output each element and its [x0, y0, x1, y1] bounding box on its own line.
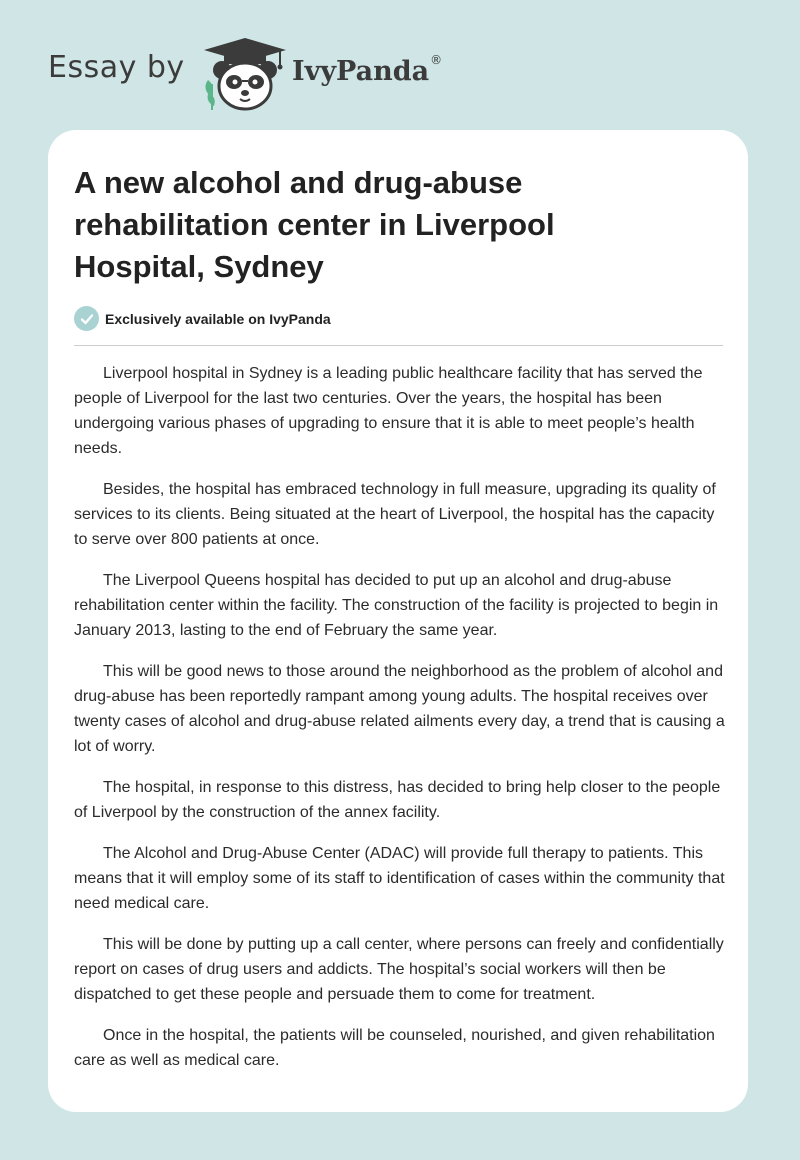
- essay-by-label: Essay by: [48, 50, 185, 85]
- essay-card: [48, 130, 748, 1112]
- page-title: A new alcohol and drug-abuse rehabilitation center in Liverpool Hospital, Sydney: [74, 165, 555, 284]
- paragraph: Besides, the hospital has embraced technology in full measure, upgrading its quality of services to its clients. Being situated at the heart of Liverpool, the hospital has the capacity to serve over 800 patients at once.: [74, 481, 716, 548]
- paragraph: Liverpool hospital in Sydney is a leading public healthcare facility that has served the people of Liverpool for the last two centuries. Over the years, the hospital has been undergoing various phases of upgrading to ensure that it is able to meet people’s health needs.: [74, 365, 703, 457]
- brand-name[interactable]: IvyPanda®: [292, 53, 443, 87]
- essay-body: [74, 361, 726, 1089]
- paragraph: The Alcohol and Drug-Abuse Center (ADAC) will provide full therapy to patients. This means that it will employ some of its staff to identification of cases within the community that need medical care.: [74, 845, 725, 912]
- paragraph: The Liverpool Queens hospital has decided to put up an alcohol and drug-abuse rehabilitation center within the facility. The construction of the facility is projected to begin in January 2013, lasting to the end of February the same year.: [74, 572, 719, 639]
- paragraph: The hospital, in response to this distress, has decided to bring help closer to the people of Liverpool by the construction of the annex facility.: [74, 779, 721, 821]
- paragraph: This will be done by putting up a call center, where persons can freely and confidentially report on cases of drug users and addicts. The hospital’s social workers will then be dispatched to get these people and persuade them to come for treatment.: [74, 936, 724, 1003]
- check-circle-icon: [74, 306, 99, 331]
- registered-mark: ®: [430, 53, 443, 67]
- divider: [74, 345, 723, 346]
- ivypanda-panda-logo-icon[interactable]: [200, 36, 290, 112]
- exclusive-badge: [74, 306, 331, 331]
- paragraph: Once in the hospital, the patients will be counseled, nourished, and given rehabilitation care as well as medical care.: [74, 1027, 715, 1069]
- paragraph: This will be good news to those around the neighborhood as the problem of alcohol and drug-abuse has been reportedly rampant among young adults. The hospital receives over twenty cases of alcohol and drug-abuse related ailments every day, a trend that is causing a lot of worry.: [74, 663, 725, 755]
- site-header: [48, 36, 648, 112]
- exclusive-text: Exclusively available on IvyPanda: [105, 310, 331, 327]
